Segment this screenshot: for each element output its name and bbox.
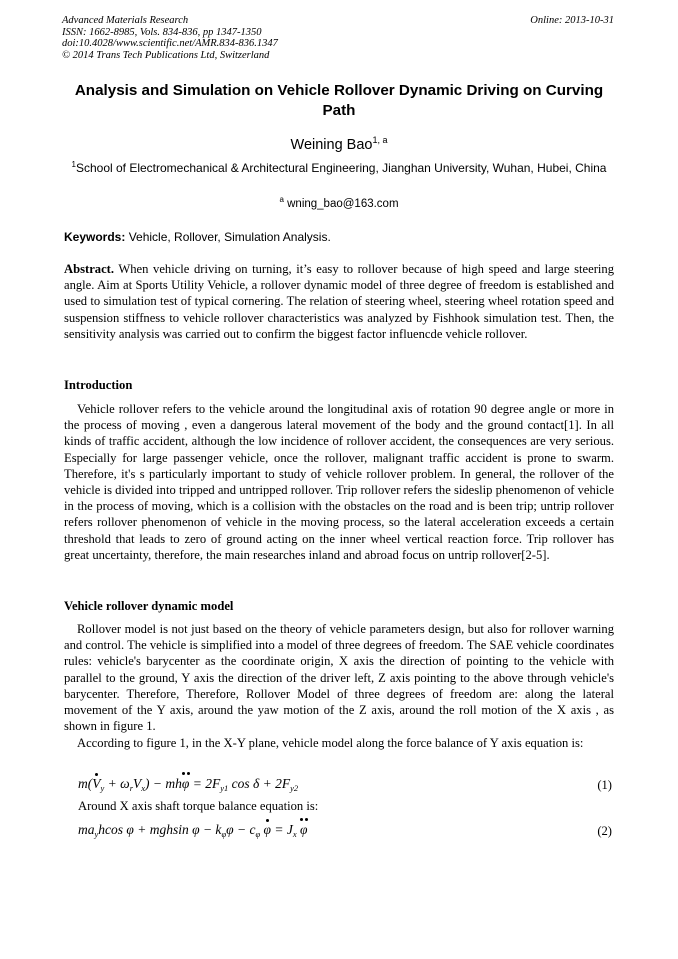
affiliation-superscript: 1 xyxy=(71,160,76,169)
author-name: Weining Bao xyxy=(290,137,373,153)
email-superscript: a xyxy=(279,195,284,204)
keywords-label: Keywords: xyxy=(64,230,126,244)
keywords xyxy=(64,230,331,244)
equation-2: $ma_yhcos$ φ + mghsin $\varphi - k_\varphi\varphi - c_\varphi$ $\varphi = J_x$ φ xyxy=(78,822,308,839)
equation-1: $m(V_y + \omega_rV_x) - mh\varphi = 2F_{y1}$ $\cos \delta + 2F_{y2}$ xyxy=(78,776,299,793)
author-superscript: 1, a xyxy=(372,135,388,145)
doi-line: doi:10.4028/www.scientific.net/AMR.834-836.1347 xyxy=(62,38,278,49)
abstract-label: Abstract. xyxy=(64,262,115,276)
author-line xyxy=(0,131,678,154)
journal-name: Advanced Materials Research xyxy=(62,15,189,26)
online-date: Online: 2013-10-31 xyxy=(530,15,614,26)
affiliation-text: School of Electromechanical & Architectural Engineering, Jianghan University, Wuhan, Hubei, China xyxy=(75,161,607,175)
journal-header xyxy=(62,15,278,61)
paper-title: Analysis and Simulation on Vehicle Rollover Dynamic Driving on Curving Path xyxy=(74,82,604,119)
copyright-line: © 2014 Trans Tech Publications Ltd, Switzerland xyxy=(62,49,270,61)
email-address: wning_bao@163.com xyxy=(283,198,399,210)
equation-2-number: (2) xyxy=(597,824,612,838)
introduction-heading: Introduction xyxy=(64,378,133,392)
model-paragraph-equation-intro: According to figure 1, in the X-Y plane, vehicle model along the force balance of Y axis equation is: xyxy=(77,736,584,750)
keywords-text: Vehicle, Rollover, Simulation Analysis. xyxy=(125,230,331,244)
affiliation xyxy=(70,157,608,176)
torque-balance-label: Around X axis shaft torque balance equation is: xyxy=(78,799,319,813)
issn-line: ISSN: 1662-8985, Vols. 834-836, pp 1347-1350 xyxy=(62,26,262,38)
email-line xyxy=(0,193,678,211)
model-heading: Vehicle rollover dynamic model xyxy=(64,599,234,613)
introduction-paragraph: Vehicle rollover refers to the vehicle around the longitudinal axis of rotation 90 degree angle or more in the process of moving , even a dangerous lateral movement of the body and the ground contact[1]. In all kinds of traffic accident, although the low incidence of rollover accident, the consequences are very serious. Especially for large passenger vehicle, once the rollover, malignant traffic accident is prone to swarm. Therefore, it's s particularly important to study of vehicle rollover problem. In general, the rollover of the vehicle is divided into tripped and untripped rollover. Trip rollover refers the sideslip phenomenon of vehicle in the process of moving, which is a collision with the obstacles on the road and is been trip; untrip rollover refers rollover phenomenon of vehicle in the moving process, so the lateral acceleration exceeds a certain threshold that leads to zero of ground acting on the inner wheel vertical reaction force. Trip rollover has great uncertainty, therefore, the main researches inland and abroad focus on untrip rollover[2-5]. xyxy=(64,402,614,562)
abstract xyxy=(64,261,614,342)
equation-1-number: (1) xyxy=(597,778,612,792)
abstract-text: When vehicle driving on turning, it’s easy to rollover because of high speed and large steering angle. Aim at Sports Utility Vehicle, a rollover dynamic model of three degree of freedom is established and used to simulation test of typical cornering. The relation of steering wheel, steering wheel rotation speed and suspension stiffness to vehicle rollover characteristics was analyzed by Fishhook simulation test. Then, the sensitivity analysis was carried out to confirm the biggest factor influencde vehicle rollover. xyxy=(64,262,614,341)
model-paragraph: Rollover model is not just based on the theory of vehicle parameters design, but also for rollover warning and control. The vehicle is simplified into a model of three degrees of freedom. The SAE vehicle coordinates rules: vehicle's barycenter as the coordinate origin, X axis the direction of pointing to the vehicle with parallel to the ground, Y axis the direction of the driver left, Z axis pointing to the above through vehicle's barycenter. Therefore, Therefore, Rollover Model of three degrees of freedom are: along the lateral movement of the Y axis, around the yaw motion of the Z axis, around the roll motion of the X axis , as shown in figure 1. xyxy=(64,622,614,734)
